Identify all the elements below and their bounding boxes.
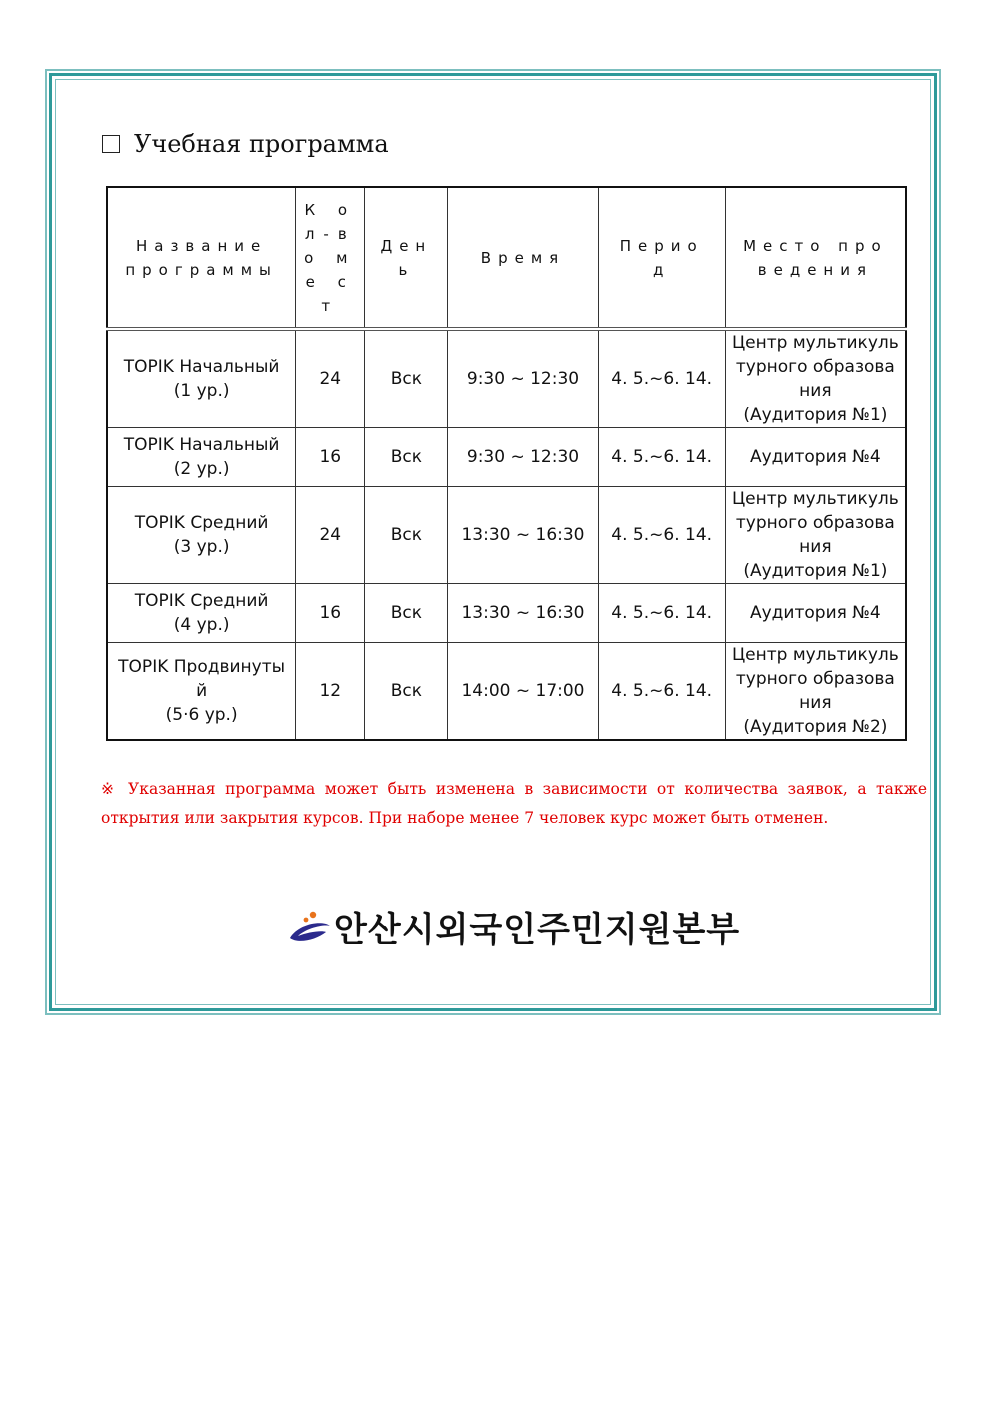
header-period: Перио д (598, 187, 725, 329)
cell-period: 4. 5.~6. 14. (598, 643, 725, 741)
header-day: Ден ь (365, 187, 448, 329)
table-row (107, 487, 906, 584)
cell-day: Вск (365, 643, 448, 741)
cell-day: Вск (365, 487, 448, 584)
section-heading (102, 128, 389, 160)
cell-time: 13:30 ~ 16:30 (448, 487, 598, 584)
logo-swirl-icon (288, 906, 332, 946)
header-time: Время (448, 187, 598, 329)
schedule-note: ※ Указанная программа может быть изменена в зависимости от количества заявок, а также открытия или закрытия курсов. При наборе менее 7 человек курс может быть отменен. (101, 780, 927, 827)
cell-time: 13:30 ~ 16:30 (448, 584, 598, 643)
cell-location: Центр мультикуль турного образова ния (Аудитория №2) (725, 643, 906, 741)
logo-text: 안산시외국인주민지원본부 (334, 909, 741, 950)
cell-location: Центр мультикуль турного образова ния (Аудитория №1) (725, 487, 906, 584)
cell-period: 4. 5.~6. 14. (598, 329, 725, 428)
cell-count: 12 (296, 643, 365, 741)
section-heading-text: Учебная программа (134, 130, 389, 158)
cell-program: TOPIK Начальный (2 ур.) (107, 428, 296, 487)
program-table (106, 186, 907, 741)
header-count-text: К о л-в о м е с т (304, 200, 357, 315)
cell-program: TOPIK Средний (4 ур.) (107, 584, 296, 643)
cell-day: Вск (365, 584, 448, 643)
cell-count: 24 (296, 329, 365, 428)
cell-day: Вск (365, 428, 448, 487)
cell-count: 24 (296, 487, 365, 584)
cell-count: 16 (296, 584, 365, 643)
cell-time: 9:30 ~ 12:30 (448, 428, 598, 487)
cell-period: 4. 5.~6. 14. (598, 584, 725, 643)
table-header-row (107, 187, 906, 329)
checkbox-icon (102, 135, 120, 153)
cell-program: TOPIK Продвинуты й (5·6 ур.) (107, 643, 296, 741)
table-row (107, 643, 906, 741)
header-count (296, 187, 365, 329)
table-row (107, 329, 906, 428)
cell-period: 4. 5.~6. 14. (598, 487, 725, 584)
cell-location: Аудитория №4 (725, 428, 906, 487)
cell-day: Вск (365, 329, 448, 428)
table-row (107, 584, 906, 643)
cell-period: 4. 5.~6. 14. (598, 428, 725, 487)
cell-location: Аудитория №4 (725, 584, 906, 643)
header-location: Место про ведения (725, 187, 906, 329)
cell-program: TOPIK Средний (3 ур.) (107, 487, 296, 584)
cell-location: Центр мультикуль турного образова ния (Аудитория №1) (725, 329, 906, 428)
cell-program: TOPIK Начальный (1 ур.) (107, 329, 296, 428)
cell-time: 14:00 ~ 17:00 (448, 643, 598, 741)
table-row (107, 428, 906, 487)
organization-logo (288, 900, 740, 952)
cell-time: 9:30 ~ 12:30 (448, 329, 598, 428)
header-program: Название программы (107, 187, 296, 329)
cell-count: 16 (296, 428, 365, 487)
